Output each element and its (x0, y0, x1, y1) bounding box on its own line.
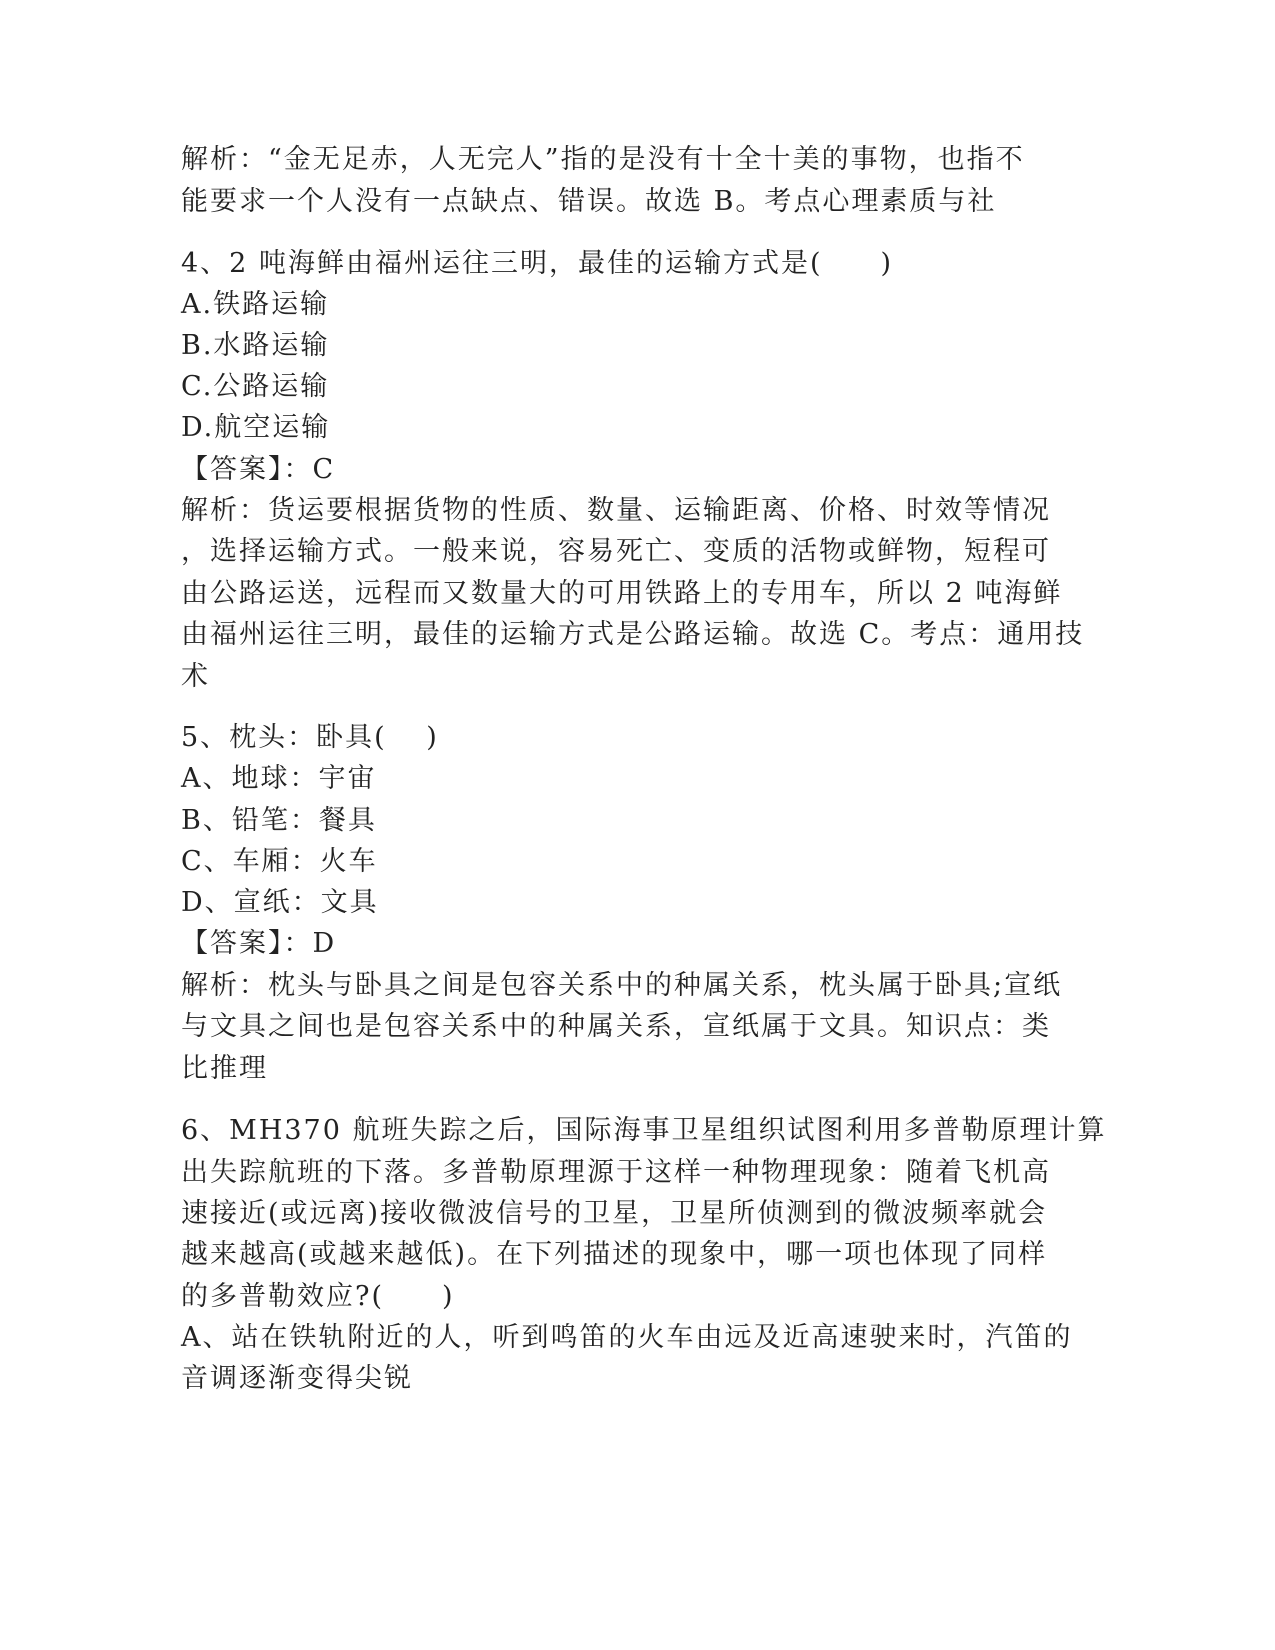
q6-option-a-line-1: A、站在铁轨附近的人，听到鸣笛的火车由远及近高速驶来时，汽笛的 (181, 1322, 1073, 1353)
q3-analysis-line-1: 解析：“金无足赤，人无完人”指的是没有十全十美的事物，也指不 (181, 144, 1025, 175)
q4-option-b: B.水路运输 (181, 330, 330, 361)
q5-analysis-line-1: 解析：枕头与卧具之间是包容关系中的种属关系，枕头属于卧具;宣纸 (181, 970, 1063, 1001)
q4-analysis-line-2: ，选择运输方式。一般来说，容易死亡、变质的活物或鲜物，短程可 (181, 536, 1051, 567)
q4-answer: 【答案】：C (181, 454, 336, 485)
q6-stem-line-4: 越来越高(或越来越低)。在下列描述的现象中，哪一项也体现了同样 (181, 1239, 1048, 1270)
q4-analysis-line-4: 由福州运往三明，最佳的运输方式是公路运输。故选 C。考点：通用技 (181, 619, 1085, 650)
q4-option-a: A.铁路运输 (181, 289, 330, 320)
q6-stem-line-5: 的多普勒效应?( ) (181, 1281, 455, 1312)
q6-option-a-line-2: 音调逐渐变得尖锐 (181, 1363, 413, 1394)
q5-analysis-line-2: 与文具之间也是包容关系中的种属关系，宣纸属于文具。知识点：类 (181, 1011, 1051, 1042)
q3-analysis-line-2: 能要求一个人没有一点缺点、错误。故选 B。考点心理素质与社 (181, 186, 997, 217)
q6-stem-line-2: 出失踪航班的下落。多普勒原理源于这样一种物理现象：随着飞机高 (181, 1157, 1051, 1188)
q4-option-c: C.公路运输 (181, 371, 330, 402)
q5-answer: 【答案】：D (181, 928, 337, 959)
q4-analysis-line-1: 解析：货运要根据货物的性质、数量、运输距离、价格、时效等情况 (181, 495, 1051, 526)
q5-option-d: D、宣纸：文具 (181, 887, 379, 918)
q4-analysis-line-3: 由公路运送，远程而又数量大的可用铁路上的专用车，所以 2 吨海鲜 (181, 578, 1063, 609)
q6-stem-line-1: 6、MH370 航班失踪之后，国际海事卫星组织试图利用多普勒原理计算 (181, 1115, 1107, 1146)
q4-analysis-line-5: 术 (181, 661, 210, 692)
q5-analysis-line-3: 比推理 (181, 1053, 268, 1084)
q5-option-c: C、车厢：火车 (181, 846, 378, 877)
q4-stem: 4、2 吨海鲜由福州运往三明，最佳的运输方式是( ) (181, 248, 894, 279)
q5-stem: 5、枕头：卧具( ) (181, 722, 439, 753)
q5-option-b: B、铅笔：餐具 (181, 805, 377, 836)
q6-stem-line-3: 速接近(或远离)接收微波信号的卫星，卫星所侦测到的微波频率就会 (181, 1198, 1048, 1229)
q5-option-a: A、地球：宇宙 (181, 763, 377, 794)
q4-option-d: D.航空运输 (181, 412, 331, 443)
